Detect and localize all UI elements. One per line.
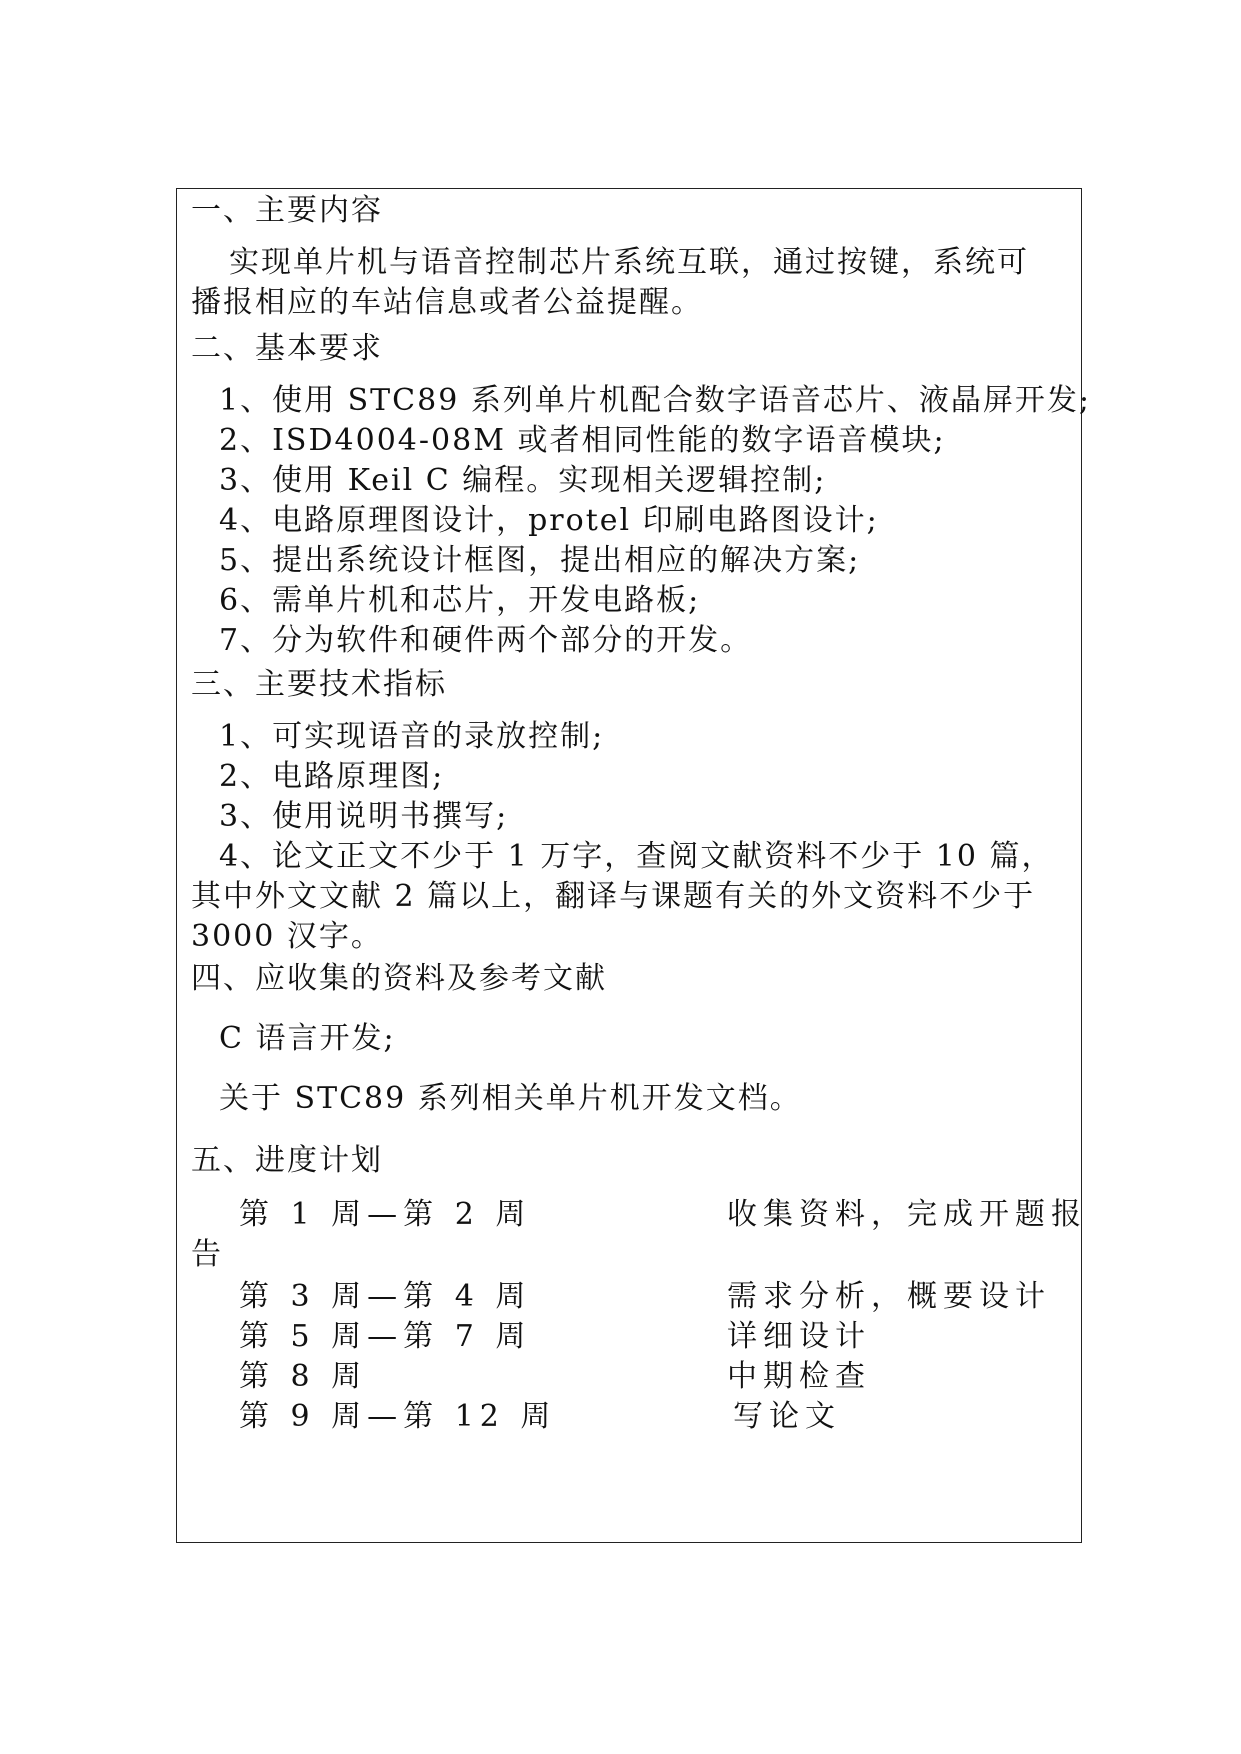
schedule-period: 第 1 周—第 2 周 [239, 1197, 532, 1232]
reference-item: C 语言开发; [219, 1021, 396, 1056]
section-title-main-content: 一、主要内容 [191, 193, 383, 228]
requirement-item: 7、分为软件和硬件两个部分的开发。 [219, 623, 753, 658]
schedule-period: 第 9 周—第 12 周 [239, 1399, 557, 1434]
schedule-period: 第 3 周—第 4 周 [239, 1279, 532, 1314]
schedule-period: 第 8 周 [239, 1359, 368, 1394]
schedule-task: 需求分析，概要设计 [727, 1279, 1051, 1314]
schedule-task: 收集资料，完成开题报 [727, 1197, 1087, 1232]
requirement-item: 5、提出系统设计框图，提出相应的解决方案; [219, 543, 861, 578]
indicator-item: 3、使用说明书撰写; [219, 799, 509, 834]
requirement-item: 4、电路原理图设计，protel 印刷电路图设计; [219, 503, 879, 538]
section-title-references: 四、应收集的资料及参考文献 [191, 961, 607, 996]
indicator-item: 2、电路原理图; [219, 759, 445, 794]
section-title-schedule: 五、进度计划 [191, 1143, 383, 1178]
reference-item: 关于 STC89 系列相关单片机开发文档。 [219, 1081, 802, 1116]
requirement-item: 1、使用 STC89 系列单片机配合数字语音芯片、液晶屏开发; [219, 383, 1091, 418]
requirement-item: 2、ISD4004-08M 或者相同性能的数字语音模块; [219, 423, 946, 458]
schedule-period: 第 5 周—第 7 周 [239, 1319, 532, 1354]
schedule-task-wrap: 告 [191, 1237, 223, 1272]
indicator-item-4-line-2: 其中外文文献 2 篇以上，翻译与课题有关的外文资料不少于 [191, 879, 1036, 914]
schedule-task: 详细设计 [727, 1319, 871, 1354]
schedule-task: 写论文 [733, 1399, 841, 1434]
main-content-line-1: 实现单片机与语音控制芯片系统互联，通过按键，系统可 [229, 245, 1029, 280]
schedule-task: 中期检查 [727, 1359, 871, 1394]
section-title-basic-requirements: 二、基本要求 [191, 331, 383, 366]
requirement-item: 6、需单片机和芯片，开发电路板; [219, 583, 701, 618]
indicator-item: 1、可实现语音的录放控制; [219, 719, 605, 754]
requirement-item: 3、使用 Keil C 编程。实现相关逻辑控制; [219, 463, 827, 498]
indicator-item-4-line-3: 3000 汉字。 [191, 919, 383, 954]
main-content-line-2: 播报相应的车站信息或者公益提醒。 [191, 285, 703, 320]
indicator-item-4-line-1: 4、论文正文不少于 1 万字，查阅文献资料不少于 10 篇， [219, 839, 1054, 874]
section-title-technical-indicators: 三、主要技术指标 [191, 667, 447, 702]
task-form-table [176, 188, 1091, 1543]
